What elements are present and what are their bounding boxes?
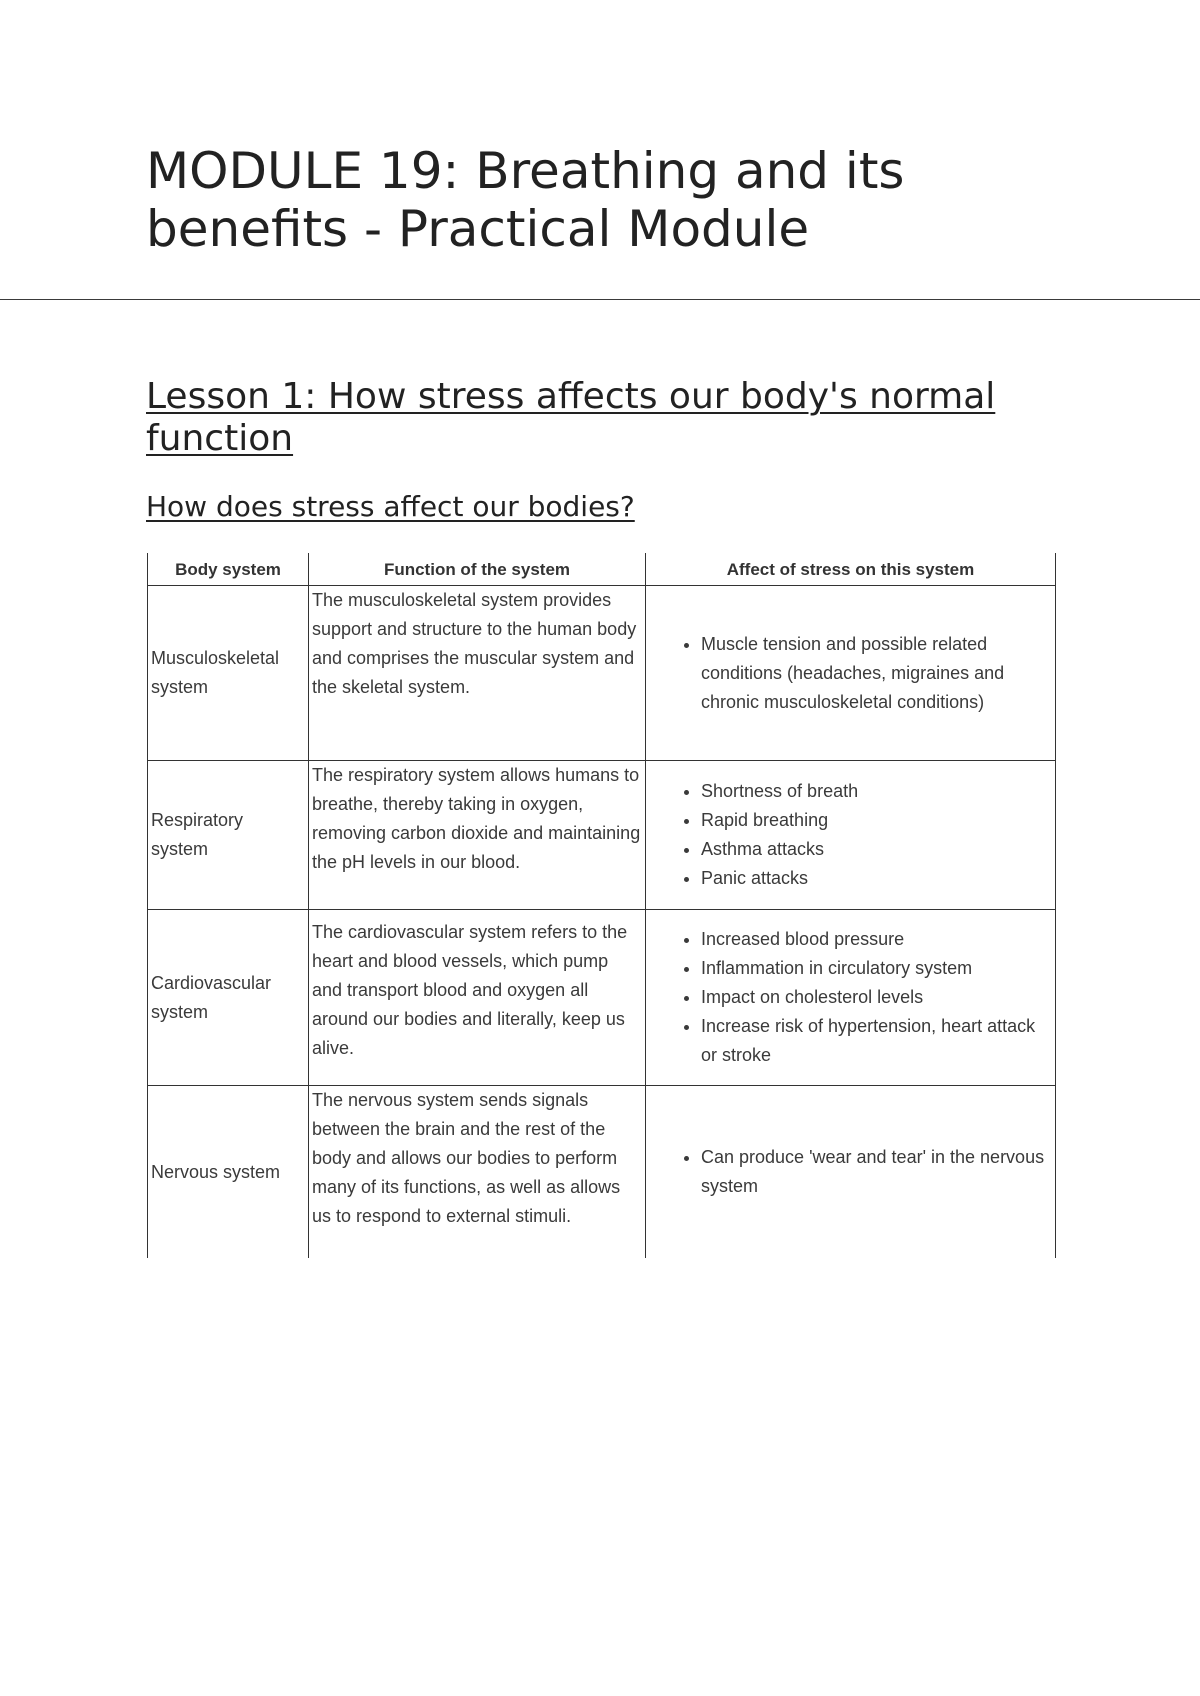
table-row bbox=[148, 761, 1056, 910]
row-system-function: The musculoskeletal system provides support and structure to the human body and comprises the muscular system and the skeletal system. bbox=[309, 586, 646, 761]
list-item: • Can produce 'wear and tear' in the nervous system bbox=[701, 1143, 1052, 1201]
lesson-heading: Lesson 1: How stress affects our body's normal function bbox=[146, 376, 996, 459]
effects-list bbox=[649, 925, 1052, 1070]
effects-list bbox=[649, 630, 1052, 717]
effects-list bbox=[649, 777, 1052, 893]
row-stress-effects bbox=[646, 586, 1056, 761]
list-item: • Increased blood pressure bbox=[701, 925, 1052, 954]
row-stress-effects bbox=[646, 910, 1056, 1086]
row-system-function: The cardiovascular system refers to the heart and blood vessels, which pump and transport blood and oxygen all around our bodies and literally, keep us alive. bbox=[309, 910, 646, 1086]
stress-effects-table bbox=[147, 553, 1056, 1258]
list-item: • Shortness of breath bbox=[701, 777, 1052, 806]
row-system-name: Respiratory system bbox=[148, 761, 309, 910]
row-system-name: Cardiovascular system bbox=[148, 910, 309, 1086]
table-header-row bbox=[148, 553, 1056, 586]
list-item: • Impact on cholesterol levels bbox=[701, 983, 1052, 1012]
header-stress-effect: Affect of stress on this system bbox=[646, 553, 1056, 586]
list-item: • Asthma attacks bbox=[701, 835, 1052, 864]
list-item: • Inflammation in circulatory system bbox=[701, 954, 1052, 983]
header-function: Function of the system bbox=[309, 553, 646, 586]
header-body-system: Body system bbox=[148, 553, 309, 586]
table-row bbox=[148, 1086, 1056, 1259]
row-system-name: Nervous system bbox=[148, 1086, 309, 1259]
effects-list bbox=[649, 1143, 1052, 1201]
section-heading: How does stress affect our bodies? bbox=[146, 490, 635, 523]
row-system-function: The nervous system sends signals between the brain and the rest of the body and allows our bodies to perform many of its functions, as well as allows us to respond to external stimuli. bbox=[309, 1086, 646, 1259]
row-stress-effects bbox=[646, 761, 1056, 910]
row-system-name: Musculoskeletal system bbox=[148, 586, 309, 761]
table-row bbox=[148, 586, 1056, 761]
row-stress-effects bbox=[646, 1086, 1056, 1259]
list-item: • Rapid breathing bbox=[701, 806, 1052, 835]
list-item: • Panic attacks bbox=[701, 864, 1052, 893]
list-item: • Muscle tension and possible related conditions (headaches, migraines and chronic musculoskeletal conditions) bbox=[701, 630, 1052, 717]
table-row bbox=[148, 910, 1056, 1086]
row-system-function: The respiratory system allows humans to breathe, thereby taking in oxygen, removing carbon dioxide and maintaining the pH levels in our blood. bbox=[309, 761, 646, 910]
title-divider bbox=[0, 299, 1200, 300]
list-item: • Increase risk of hypertension, heart attack or stroke bbox=[701, 1012, 1052, 1070]
page-title: MODULE 19: Breathing and its benefits - Practical Module bbox=[146, 142, 905, 258]
